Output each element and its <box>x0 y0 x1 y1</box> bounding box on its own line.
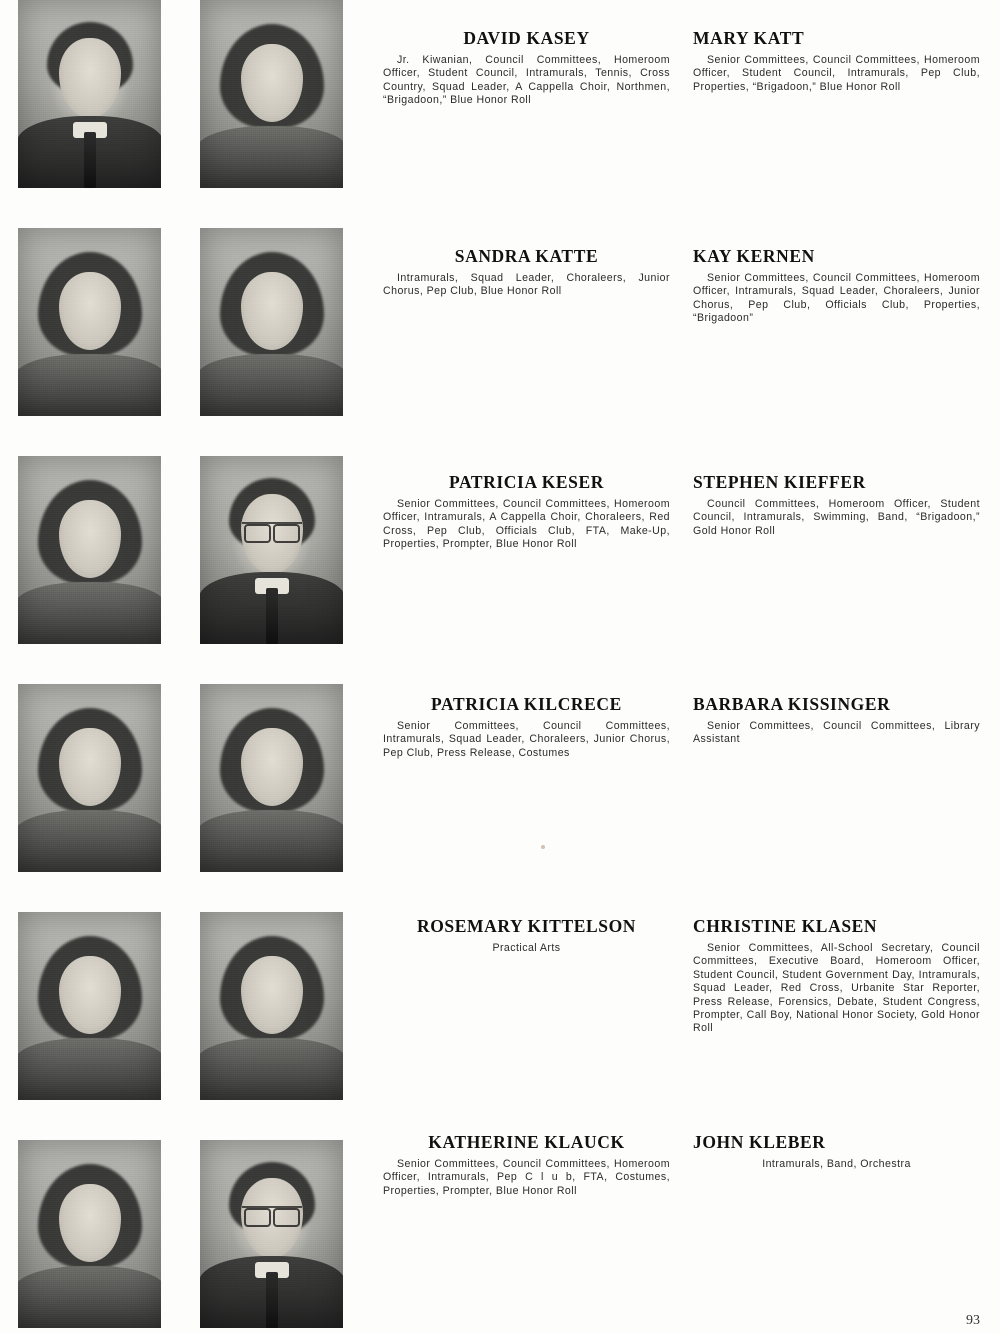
portrait-david-kasey <box>18 0 161 188</box>
photo-vignette <box>200 456 343 644</box>
photo-vignette <box>200 912 343 1100</box>
senior-activities: Senior Committees, Council Committees, Library Assistant <box>693 720 980 746</box>
photo-vignette <box>200 228 343 416</box>
senior-name: SANDRA KATTE <box>454 246 599 266</box>
senior-entry <box>383 28 670 108</box>
senior-row <box>0 228 1000 450</box>
senior-row <box>0 684 1000 906</box>
photo-vignette <box>18 0 161 188</box>
senior-entry <box>383 1132 670 1198</box>
senior-entry <box>383 694 670 760</box>
portrait-barbara-kissinger <box>200 684 343 872</box>
senior-entry <box>693 28 980 94</box>
paper-speck <box>541 845 545 849</box>
photo-vignette <box>200 684 343 872</box>
senior-name: STEPHEN KIEFFER <box>693 472 866 492</box>
senior-entry <box>383 916 670 955</box>
portrait-patricia-kilcrece <box>18 684 161 872</box>
photo-vignette <box>18 1140 161 1328</box>
portrait-john-kleber <box>200 1140 343 1328</box>
portrait-christine-klasen <box>200 912 343 1100</box>
senior-activities: Senior Committees, Council Committees, Homeroom Officer, Intramurals, Pep C l u b, FTA, Costumes, Properties, Prompter, Blue Honor Roll <box>383 1158 670 1197</box>
senior-name: KAY KERNEN <box>693 246 815 266</box>
senior-name: KATHERINE KLAUCK <box>428 1132 625 1152</box>
senior-name: PATRICIA KILCRECE <box>431 694 622 714</box>
senior-activities: Intramurals, Squad Leader, Choraleers, Junior Chorus, Pep Club, Blue Honor Roll <box>383 272 670 298</box>
senior-entry <box>693 472 980 538</box>
senior-name: DAVID KASEY <box>463 28 590 48</box>
photo-vignette <box>200 0 343 188</box>
senior-name: PATRICIA KESER <box>448 472 605 492</box>
senior-activities: Council Committees, Homeroom Officer, Student Council, Intramurals, Swimming, Band, “Brigadoon,” Gold Honor Roll <box>693 498 980 537</box>
portrait-sandra-katte <box>18 228 161 416</box>
senior-activities: Practical Arts <box>492 942 561 954</box>
senior-entry <box>693 246 980 326</box>
senior-activities: Jr. Kiwanian, Council Committees, Homeroom Officer, Student Council, Intramurals, Tennis, Cross Country, Squad Leader, A Cappella Choir, Northmen, “Brigadoon,” Blue Honor Roll <box>383 54 670 107</box>
senior-entry <box>693 1132 980 1171</box>
senior-row <box>0 0 1000 222</box>
senior-activities: Senior Committees, Council Committees, Homeroom Officer, Intramurals, Squad Leader, Choraleers, Junior Chorus, Pep Club, Officials Club, Properties, “Brigadoon” <box>693 272 980 325</box>
senior-entry <box>693 694 980 747</box>
photo-vignette <box>18 456 161 644</box>
senior-name: BARBARA KISSINGER <box>693 694 891 714</box>
senior-row <box>0 456 1000 678</box>
senior-activities: Senior Committees, Council Committees, Intramurals, Squad Leader, Choraleers, Junior Chorus, Pep Club, Press Release, Costumes <box>383 720 670 759</box>
senior-activities: Intramurals, Band, Orchestra <box>762 1158 911 1170</box>
senior-activities: Senior Committees, All-School Secretary, Council Committees, Executive Board, Homeroom Officer, Student Council, Student Government Day, Intramurals, Squad Leader, Red Cross, Urbanite Star Reporter, Press Release, Forensics, Debate, Student Congress, Prompter, Call Boy, National Honor Society, Gold Honor Roll <box>693 942 980 1035</box>
senior-entry <box>383 472 670 552</box>
senior-activities: Senior Committees, Council Committees, Homeroom Officer, Intramurals, A Cappella Choir, Choraleers, Red Cross, Pep Club, Officials Club, FTA, Make-Up, Properties, Prompter, Blue Honor Roll <box>383 498 670 551</box>
senior-activities: Senior Committees, Council Committees, Homeroom Officer, Student Council, Intramurals, Pep Club, Properties, “Brigadoon,” Blue Honor Roll <box>693 54 980 93</box>
portrait-stephen-kieffer <box>200 456 343 644</box>
photo-vignette <box>18 228 161 416</box>
photo-vignette <box>18 912 161 1100</box>
portrait-mary-katt <box>200 0 343 188</box>
senior-entry <box>693 916 980 1036</box>
portrait-rosemary-kittelson <box>18 912 161 1100</box>
photo-vignette <box>18 684 161 872</box>
senior-row <box>0 912 1000 1134</box>
senior-name: MARY KATT <box>693 28 805 48</box>
senior-entry <box>383 246 670 299</box>
photo-vignette <box>200 1140 343 1328</box>
portrait-patricia-keser <box>18 456 161 644</box>
senior-name: CHRISTINE KLASEN <box>693 916 878 936</box>
portrait-katherine-klauck <box>18 1140 161 1328</box>
page-number: 93 <box>966 1313 980 1328</box>
senior-name: ROSEMARY KITTELSON <box>416 916 637 936</box>
senior-name: JOHN KLEBER <box>693 1132 826 1152</box>
senior-row <box>0 1132 1000 1340</box>
portrait-kay-kernen <box>200 228 343 416</box>
